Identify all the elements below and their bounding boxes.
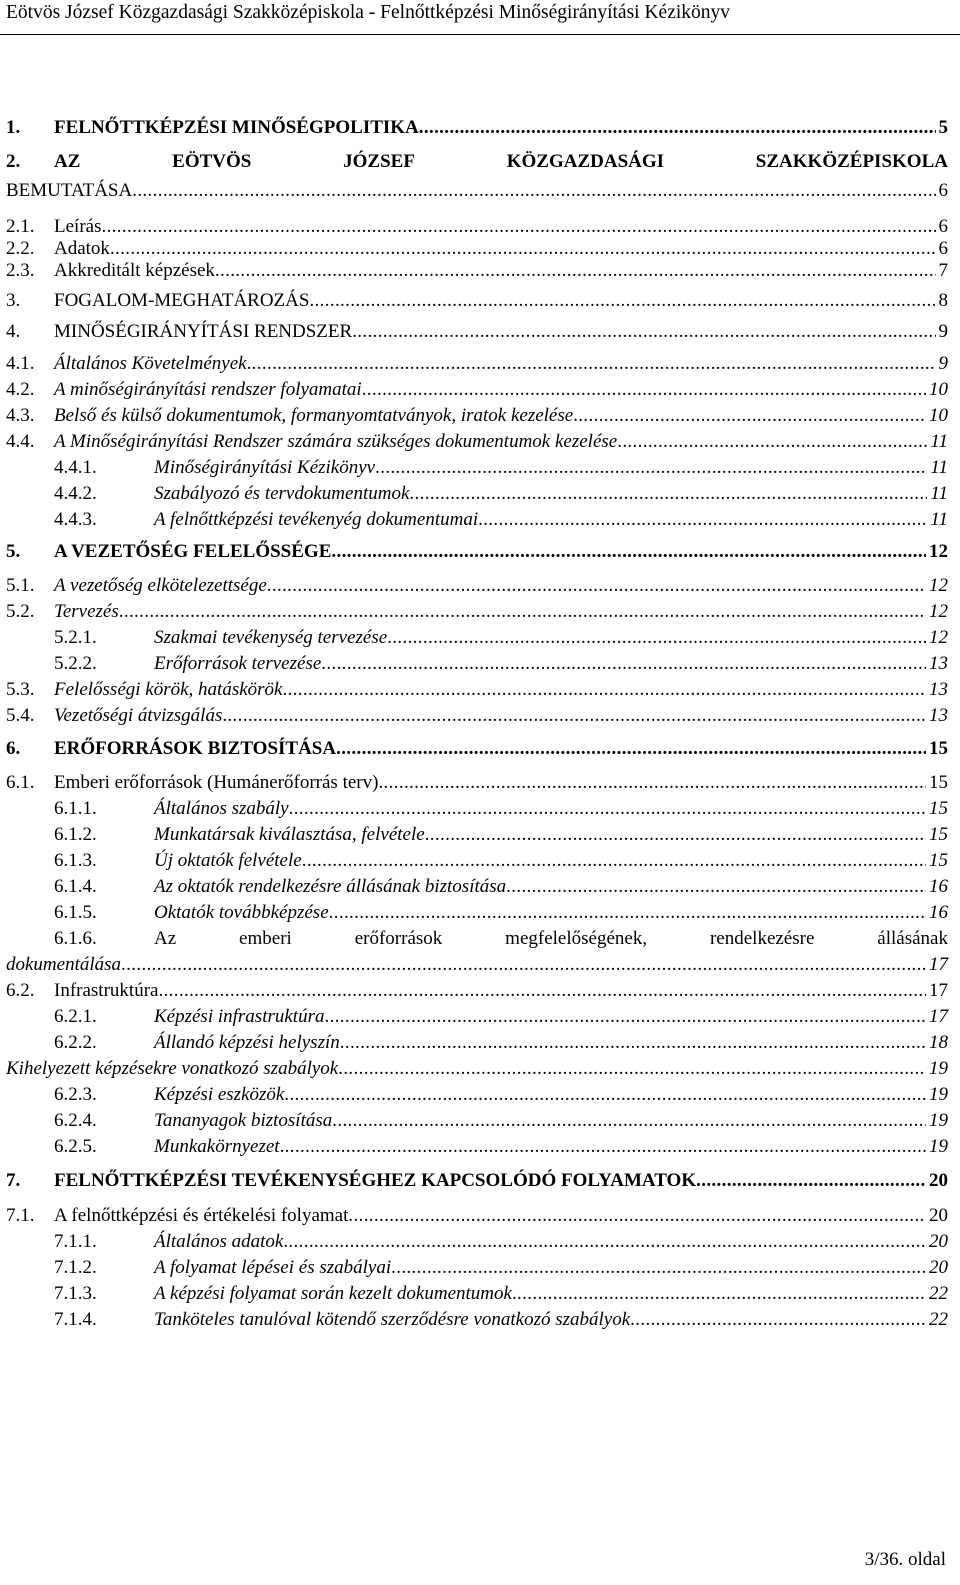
toc-entry[interactable] bbox=[6, 116, 948, 140]
toc-number: 5.2. bbox=[6, 601, 35, 622]
toc-number: 1. bbox=[6, 117, 21, 138]
toc-number: 4.4.1. bbox=[54, 457, 97, 478]
toc-number: 6.2.2. bbox=[54, 1032, 97, 1053]
toc-page-number: 17 bbox=[929, 1006, 948, 1027]
dot-leader bbox=[222, 704, 926, 728]
toc-title: Tananyagok biztosítása bbox=[154, 1110, 333, 1131]
toc-entry[interactable] bbox=[6, 404, 948, 428]
dot-leader bbox=[362, 378, 926, 402]
toc-page-number: 11 bbox=[930, 431, 948, 452]
dot-leader bbox=[110, 237, 936, 261]
toc-page-number: 6 bbox=[938, 238, 948, 259]
toc-title: A felnőttképzési és értékelési folyamat bbox=[54, 1205, 349, 1226]
toc-title-word: JÓZSEF bbox=[343, 151, 415, 172]
toc-title: MINŐSÉGIRÁNYÍTÁSI RENDSZER bbox=[54, 321, 353, 342]
toc-entry[interactable] bbox=[6, 1169, 948, 1193]
toc-title: Kihelyezett képzésekre vonatkozó szabályok bbox=[6, 1058, 339, 1079]
toc-number: 7. bbox=[6, 1170, 21, 1191]
toc-number: 5.2.2. bbox=[54, 653, 97, 674]
toc-number: 4.4. bbox=[6, 431, 35, 452]
page-header bbox=[0, 0, 960, 35]
toc-title: A Minőségirányítási Rendszer számára szükséges dokumentumok kezelése bbox=[54, 431, 618, 452]
toc-number: 5.3. bbox=[6, 679, 35, 700]
toc-page-number: 15 bbox=[929, 850, 948, 871]
toc-entry[interactable] bbox=[6, 737, 948, 761]
toc-title: Általános Követelmények bbox=[54, 353, 247, 374]
toc-page-number: 11 bbox=[930, 483, 948, 504]
toc-page-number: 19 bbox=[929, 1110, 948, 1131]
toc-page-number: 16 bbox=[929, 876, 948, 897]
toc-page-number: 12 bbox=[929, 541, 948, 562]
toc-page-number: 9 bbox=[938, 321, 948, 342]
toc-title: Adatok bbox=[54, 238, 110, 259]
toc-number: 2.3. bbox=[6, 260, 35, 281]
dot-leader bbox=[289, 797, 926, 821]
toc-title: ERŐFORRÁSOK BIZTOSÍTÁSA bbox=[54, 738, 337, 759]
toc-page-number: 19 bbox=[929, 1058, 948, 1079]
toc-number: 5. bbox=[6, 541, 21, 562]
page-number: 3/36. oldal bbox=[864, 1549, 946, 1570]
dot-leader bbox=[512, 1282, 926, 1306]
toc-entry[interactable] bbox=[6, 1109, 948, 1133]
toc-number: 6.2.4. bbox=[54, 1110, 97, 1131]
toc-title: Tervezés bbox=[54, 601, 119, 622]
toc-number: 6.1.6. bbox=[54, 928, 97, 949]
toc-entry[interactable] bbox=[6, 1230, 948, 1254]
toc-entry[interactable] bbox=[6, 574, 948, 598]
dot-leader bbox=[696, 1169, 926, 1193]
dot-leader bbox=[282, 678, 926, 702]
toc-entry[interactable] bbox=[6, 771, 948, 795]
toc-number: 6.1.1. bbox=[54, 798, 97, 819]
toc-page-number: 18 bbox=[929, 1032, 948, 1053]
toc-page-number: 5 bbox=[938, 117, 948, 138]
toc-title: Képzési eszközök bbox=[154, 1084, 285, 1105]
dot-leader bbox=[280, 1135, 926, 1159]
toc-title: FOGALOM-MEGHATÁROZÁS bbox=[54, 290, 310, 311]
dot-leader bbox=[215, 259, 936, 283]
toc-number: 6. bbox=[6, 738, 21, 759]
toc-page-number: 17 bbox=[929, 954, 948, 975]
toc-page-number: 16 bbox=[929, 902, 948, 923]
toc-title: A felnőttképzési tevékenyég dokumentumai bbox=[154, 509, 479, 530]
toc-title: BEMUTATÁSA bbox=[6, 180, 133, 201]
toc-title: Erőforrások tervezése bbox=[154, 653, 322, 674]
toc-entry[interactable] bbox=[6, 378, 948, 402]
toc-page-number: 12 bbox=[929, 575, 948, 596]
toc-number: 4.2. bbox=[6, 379, 35, 400]
toc-entry[interactable] bbox=[6, 237, 948, 261]
dot-leader bbox=[336, 737, 926, 761]
toc-entry[interactable] bbox=[6, 979, 948, 1003]
dot-leader bbox=[375, 456, 927, 480]
toc-number: 2.1. bbox=[6, 216, 35, 237]
dot-leader bbox=[630, 1308, 926, 1332]
toc-entry[interactable] bbox=[6, 1204, 948, 1228]
toc-number: 6.1.2. bbox=[54, 824, 97, 845]
toc-entry[interactable] bbox=[6, 179, 948, 203]
toc-title: Általános adatok bbox=[154, 1231, 284, 1252]
toc-title: Vezetőségi átvizsgálás bbox=[54, 705, 223, 726]
dot-leader bbox=[332, 1109, 926, 1133]
toc-number: 5.4. bbox=[6, 705, 35, 726]
dot-leader bbox=[340, 1031, 926, 1055]
toc-number: 4. bbox=[6, 321, 21, 342]
toc-number: 7.1.1. bbox=[54, 1231, 97, 1252]
toc-title: A VEZETŐSÉG FELELŐSSÉGE bbox=[54, 541, 332, 562]
dot-leader bbox=[419, 116, 936, 140]
dot-leader bbox=[506, 875, 926, 899]
toc-page-number: 20 bbox=[929, 1205, 948, 1226]
toc-title: Az oktatók rendelkezésre állásának biztosítása bbox=[154, 876, 507, 897]
toc-title: Munkatársak kiválasztása, felvétele bbox=[154, 824, 425, 845]
toc-number: 6.1.5. bbox=[54, 902, 97, 923]
dot-leader bbox=[121, 953, 926, 977]
toc-entry[interactable] bbox=[6, 927, 948, 951]
toc-page-number: 22 bbox=[929, 1309, 948, 1330]
dot-leader bbox=[158, 979, 926, 1003]
toc-entry[interactable] bbox=[6, 704, 948, 728]
dot-leader bbox=[617, 430, 927, 454]
toc-number: 7.1. bbox=[6, 1205, 35, 1226]
toc-entry[interactable] bbox=[6, 508, 948, 532]
dot-leader bbox=[329, 901, 926, 925]
dot-leader bbox=[302, 849, 926, 873]
toc-title: Felelősségi körök, hatáskörök bbox=[54, 679, 283, 700]
toc-entry[interactable] bbox=[6, 678, 948, 702]
toc-entry[interactable] bbox=[6, 1308, 948, 1332]
dot-leader bbox=[309, 289, 935, 313]
dot-leader bbox=[378, 771, 926, 795]
dot-leader bbox=[132, 179, 935, 203]
dot-leader bbox=[247, 352, 936, 376]
toc-entry[interactable] bbox=[6, 456, 948, 480]
dot-leader bbox=[352, 320, 935, 344]
dot-leader bbox=[324, 1005, 926, 1029]
toc-title: Akkreditált képzések bbox=[54, 260, 215, 281]
toc-page-number: 17 bbox=[929, 980, 948, 1001]
toc-number: 4.4.2. bbox=[54, 483, 97, 504]
toc-page-number: 19 bbox=[929, 1136, 948, 1157]
toc-title-word: SZAKKÖZÉPISKOLA bbox=[755, 151, 948, 172]
toc-title: Általános szabály bbox=[154, 798, 289, 819]
toc-page-number: 7 bbox=[938, 260, 948, 281]
toc-entry[interactable] bbox=[6, 1282, 948, 1306]
toc-page-number: 20 bbox=[929, 1257, 948, 1278]
toc-title: FELNŐTTKÉPZÉSI MINŐSÉGPOLITIKA bbox=[54, 117, 419, 138]
toc-number: 7.1.2. bbox=[54, 1257, 97, 1278]
dot-leader bbox=[387, 626, 926, 650]
toc-number: 3. bbox=[6, 290, 21, 311]
toc-title: Leírás bbox=[54, 216, 102, 237]
toc-number: 6.1.4. bbox=[54, 876, 97, 897]
toc-title-word: erőforrások bbox=[354, 928, 443, 949]
toc-title: A folyamat lépései és szabályai bbox=[154, 1257, 392, 1278]
dot-leader bbox=[338, 1057, 926, 1081]
toc-title: Infrastruktúra bbox=[54, 980, 159, 1001]
dot-leader bbox=[409, 482, 927, 506]
toc-entry[interactable] bbox=[6, 1135, 948, 1159]
toc-entry[interactable] bbox=[6, 1256, 948, 1280]
toc-page-number: 19 bbox=[929, 1084, 948, 1105]
toc-page-number: 13 bbox=[929, 653, 948, 674]
toc-title: Emberi erőforrások (Humánerőforrás terv) bbox=[54, 772, 379, 793]
toc-page-number: 6 bbox=[938, 180, 948, 201]
toc-page-number: 15 bbox=[929, 772, 948, 793]
toc-page-number: 20 bbox=[929, 1231, 948, 1252]
dot-leader bbox=[478, 508, 927, 532]
toc-title-word: EÖTVÖS bbox=[172, 151, 252, 172]
dot-leader bbox=[573, 404, 926, 428]
toc-entry[interactable] bbox=[6, 600, 948, 624]
toc-title: Új oktatók felvétele bbox=[154, 850, 302, 871]
toc-title-word: megfelelőségének, bbox=[505, 928, 648, 949]
toc-entry[interactable] bbox=[6, 320, 948, 344]
toc-page-number: 15 bbox=[929, 824, 948, 845]
toc-title: Munkakörnyezet bbox=[154, 1136, 280, 1157]
toc-page-number: 8 bbox=[938, 290, 948, 311]
toc-number: 6.2. bbox=[6, 980, 35, 1001]
toc-title: Minőségirányítási Kézikönyv bbox=[154, 457, 376, 478]
toc-page-number: 10 bbox=[929, 379, 948, 400]
toc-entry[interactable] bbox=[6, 797, 948, 821]
toc-page-number: 20 bbox=[929, 1170, 948, 1191]
toc-title: A vezetőség elkötelezettsége bbox=[54, 575, 267, 596]
header-title: Eötvös József Közgazdasági Szakközépiskola - Felnőttképzési Minőségirányítási Kézikönyv bbox=[6, 2, 731, 23]
toc-entry[interactable] bbox=[6, 289, 948, 313]
toc-entry[interactable] bbox=[6, 901, 948, 925]
toc-title: Állandó képzési helyszín bbox=[154, 1032, 340, 1053]
dot-leader bbox=[321, 652, 926, 676]
toc-number: 6.1.3. bbox=[54, 850, 97, 871]
toc-entry[interactable] bbox=[6, 626, 948, 650]
toc-page-number: 22 bbox=[929, 1283, 948, 1304]
dot-leader bbox=[391, 1256, 926, 1280]
toc-number: 6.2.1. bbox=[54, 1006, 97, 1027]
toc-page-number: 12 bbox=[929, 601, 948, 622]
toc-entry[interactable] bbox=[6, 150, 948, 174]
toc-entry[interactable] bbox=[6, 430, 948, 454]
toc-entry[interactable] bbox=[6, 482, 948, 506]
toc-title-word: rendelkezésre bbox=[709, 928, 815, 949]
toc-number: 4.1. bbox=[6, 353, 35, 374]
toc-number: 7.1.4. bbox=[54, 1309, 97, 1330]
toc-number: 4.3. bbox=[6, 405, 35, 426]
toc-title-word: Az bbox=[154, 928, 177, 949]
dot-leader bbox=[348, 1204, 926, 1228]
toc-title-word: KÖZGAZDASÁGI bbox=[506, 151, 665, 172]
toc-title: dokumentálása bbox=[6, 954, 122, 975]
toc-entry[interactable] bbox=[6, 652, 948, 676]
toc-entry[interactable] bbox=[6, 1083, 948, 1107]
dot-leader bbox=[331, 540, 926, 564]
toc-number: 6.2.5. bbox=[54, 1136, 97, 1157]
toc-entry[interactable] bbox=[6, 875, 948, 899]
toc-title: Belső és külső dokumentumok, formanyomtatványok, iratok kezelése bbox=[54, 405, 574, 426]
toc-title: Oktatók továbbképzése bbox=[154, 902, 329, 923]
dot-leader bbox=[267, 574, 926, 598]
toc-entry[interactable] bbox=[6, 1031, 948, 1055]
toc-entry[interactable] bbox=[6, 849, 948, 873]
toc-page-number: 13 bbox=[929, 705, 948, 726]
toc-title-word: emberi bbox=[239, 928, 292, 949]
toc-entry[interactable] bbox=[6, 259, 948, 283]
dot-leader bbox=[425, 823, 926, 847]
toc-entry[interactable] bbox=[6, 352, 948, 376]
toc-entry[interactable] bbox=[6, 1057, 948, 1081]
toc-title: A minőségirányítási rendszer folyamatai bbox=[54, 379, 362, 400]
toc-number: 5.2.1. bbox=[54, 627, 97, 648]
toc-number: 4.4.3. bbox=[54, 509, 97, 530]
toc-entry[interactable] bbox=[6, 540, 948, 564]
toc-number: 2. bbox=[6, 151, 21, 172]
toc-number: 7.1.3. bbox=[54, 1283, 97, 1304]
toc-title: Szabályozó és tervdokumentumok bbox=[154, 483, 410, 504]
dot-leader bbox=[284, 1083, 926, 1107]
toc-title: FELNŐTTKÉPZÉSI TEVÉKENYSÉGHEZ KAPCSOLÓDÓ FOLYAMATOK bbox=[54, 1170, 697, 1191]
dot-leader bbox=[101, 215, 935, 239]
toc-entry[interactable] bbox=[6, 1005, 948, 1029]
toc-title-word: AZ bbox=[54, 151, 81, 172]
toc-entry[interactable] bbox=[6, 953, 948, 977]
toc-number: 2.2. bbox=[6, 238, 35, 259]
toc-page-number: 10 bbox=[929, 405, 948, 426]
toc-entry[interactable] bbox=[6, 215, 948, 239]
toc-page-number: 6 bbox=[938, 216, 948, 237]
toc-page-number: 13 bbox=[929, 679, 948, 700]
toc-title: A képzési folyamat során kezelt dokumentumok bbox=[154, 1283, 512, 1304]
toc-number: 6.2.3. bbox=[54, 1084, 97, 1105]
toc-title: Tanköteles tanulóval kötendő szerződésre vonatkozó szabályok bbox=[154, 1309, 631, 1330]
dot-leader bbox=[283, 1230, 926, 1254]
toc-page-number: 9 bbox=[938, 353, 948, 374]
toc-number: 5.1. bbox=[6, 575, 35, 596]
toc-title: Képzési infrastruktúra bbox=[154, 1006, 325, 1027]
toc-entry[interactable] bbox=[6, 823, 948, 847]
toc-page-number: 11 bbox=[930, 457, 948, 478]
toc-number: 6.1. bbox=[6, 772, 35, 793]
toc-title: Szakmai tevékenység tervezése bbox=[154, 627, 388, 648]
toc-page-number: 12 bbox=[929, 627, 948, 648]
toc-title-word: állásának bbox=[877, 928, 948, 949]
toc-page-number: 15 bbox=[929, 798, 948, 819]
dot-leader bbox=[119, 600, 926, 624]
toc-page-number: 15 bbox=[929, 738, 948, 759]
toc-page-number: 11 bbox=[930, 509, 948, 530]
